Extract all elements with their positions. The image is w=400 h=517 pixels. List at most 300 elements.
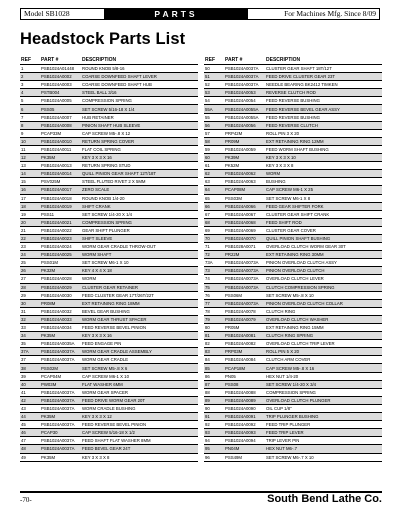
description-cell: FEED REVERSE BUSHING xyxy=(265,113,382,121)
table-row xyxy=(204,105,382,113)
part-number-cell: PSB1024A0055A xyxy=(224,113,265,121)
ref-cell: 1 xyxy=(20,65,40,73)
part-number-cell: PSB1024A0037A xyxy=(224,81,265,89)
part-number-cell: PW03M xyxy=(40,380,81,388)
page-title: Headstock Parts List xyxy=(20,30,186,48)
description-cell: ZERO SCALE xyxy=(81,186,198,194)
part-number-cell: PSB1024A0062 xyxy=(224,170,265,178)
part-number-cell: PSB1024A01448 xyxy=(40,65,81,73)
ref-cell: 41 xyxy=(20,388,40,396)
ref-cell: 27 xyxy=(20,275,40,283)
description-cell: FEED DRIVE WORM GEAR 20T xyxy=(81,396,198,404)
description-cell: CLUSTER GEAR COVER xyxy=(265,226,382,234)
ref-cell: 60 xyxy=(204,154,224,162)
ref-cell: 20 xyxy=(20,218,40,226)
table-row xyxy=(204,324,382,332)
table-row xyxy=(204,81,382,89)
ref-cell: 93 xyxy=(204,429,224,437)
description-cell: FEED REVERSE BEVEL PINION xyxy=(81,421,198,429)
description-cell: TRIP PLUNGER BUSHING xyxy=(265,413,382,421)
description-cell: CAP SCREW M5-.8 X 16 xyxy=(265,364,382,372)
part-number-cell: PSS06M xyxy=(224,291,265,299)
part-number-cell: PK35M xyxy=(40,154,81,162)
ref-cell: 67 xyxy=(204,210,224,218)
table-row xyxy=(20,154,198,162)
description-cell: FLAT WASHER 6MM xyxy=(81,380,198,388)
part-number-cell: PSB1024A0037A xyxy=(40,396,81,404)
description-cell: PINION SHAFT HUB SLEEVE xyxy=(81,121,198,129)
table-row xyxy=(20,218,198,226)
part-number-cell: PN05 xyxy=(224,372,265,380)
page-header xyxy=(20,8,380,20)
ref-cell: 87 xyxy=(204,380,224,388)
table-row xyxy=(20,137,198,145)
part-number-cell: PSB1024A0014 xyxy=(40,170,81,178)
description-cell: ROUND KNOB 1/4-20 xyxy=(81,194,198,202)
page-footer xyxy=(20,491,382,507)
ref-cell: 3 xyxy=(20,81,40,89)
part-number-cell: PSB1024A0035A xyxy=(40,340,81,348)
description-cell: EXT RETAINING RING 15MM xyxy=(265,324,382,332)
description-cell: FEED ENGAGE PIN xyxy=(81,340,198,348)
part-number-cell: PSB1024A0037A xyxy=(40,356,81,364)
table-row xyxy=(20,307,198,315)
ref-cell: 32 xyxy=(20,315,40,323)
description-cell: EXT RETAINING RING 30MM xyxy=(265,251,382,259)
table-row xyxy=(204,380,382,388)
col-header-ref: REF xyxy=(204,55,224,65)
description-cell: OVERLOAD CLUTCH PLUNGER xyxy=(265,396,382,404)
ref-cell: 83 xyxy=(204,348,224,356)
table-row xyxy=(204,356,382,364)
part-number-cell: PSB1028A0071 xyxy=(224,243,265,251)
description-cell: RETURN SPRING STUD xyxy=(81,162,198,170)
table-row xyxy=(20,129,198,137)
description-cell: NEEDLE BEARING BK2412 TIMKEN xyxy=(265,81,382,89)
description-cell: WORM CRADLE BUSHING xyxy=(81,404,198,412)
ref-cell: 10 xyxy=(20,137,40,145)
description-cell: OVERLOAD CLUTCH LEVER xyxy=(265,275,382,283)
part-number-cell: PR09M xyxy=(224,137,265,145)
table-row xyxy=(204,186,382,194)
table-row xyxy=(20,324,198,332)
part-number-cell: PSS01M xyxy=(40,259,81,267)
table-row xyxy=(204,421,382,429)
part-number-cell: PSS49M xyxy=(224,453,265,461)
ref-cell: 7 xyxy=(20,113,40,121)
part-number-cell: PK35M xyxy=(40,453,81,461)
description-cell: WORM xyxy=(81,275,198,283)
part-number-cell: PSB1024A0003 xyxy=(40,81,81,89)
ref-cell: 77 xyxy=(204,299,224,307)
col-header-description: DESCRIPTION xyxy=(265,55,382,65)
part-number-cell: PSB1024A0073A xyxy=(224,283,265,291)
description-cell: FEED BEVEL GEAR 24T xyxy=(81,445,198,453)
ref-cell: 55 xyxy=(204,113,224,121)
part-number-cell: PCAP18M xyxy=(224,364,265,372)
description-cell: SHIFT CRANK xyxy=(81,202,198,210)
part-number-cell: PSB1024A0023 xyxy=(40,234,81,242)
description-cell: STEEL FLUTED RIVET 2 X 5MM xyxy=(81,178,198,186)
table-row xyxy=(204,404,382,412)
table-row xyxy=(20,404,198,412)
part-number-cell: PCAP30 xyxy=(40,429,81,437)
part-number-cell: PSB1024A0008 xyxy=(40,121,81,129)
table-row xyxy=(20,162,198,170)
description-cell: WORM GEAR THRUST SPACER xyxy=(81,315,198,323)
table-row xyxy=(20,113,198,121)
table-row xyxy=(20,372,198,380)
part-number-cell: PSB1024A0053 xyxy=(224,89,265,97)
ref-cell: 40 xyxy=(20,380,40,388)
part-number-cell: PSB1024A0011 xyxy=(40,145,81,153)
ref-cell: 81 xyxy=(204,332,224,340)
description-cell: BEVEL GEAR BUSHING xyxy=(81,307,198,315)
table-row xyxy=(20,364,198,372)
table-row xyxy=(204,413,382,421)
table-row xyxy=(20,259,198,267)
table-row xyxy=(20,105,198,113)
part-number-cell: PK35M xyxy=(40,332,81,340)
ref-cell: 78 xyxy=(204,307,224,315)
description-cell: ROUND KNOB 5/8-16 xyxy=(81,65,198,73)
description-cell: FLAT COIL SPRING xyxy=(81,145,198,153)
ref-cell: 24 xyxy=(20,251,40,259)
part-number-cell: PSS03M xyxy=(224,194,265,202)
part-number-cell: PSB1024A0056 xyxy=(224,121,265,129)
ref-cell: 69 xyxy=(204,226,224,234)
description-cell: GEAR SHIFT PLUNGER xyxy=(81,226,198,234)
description-cell: SET SCREW M6-1 X 10 xyxy=(81,259,198,267)
description-cell: PINION OVERLOAD CLUTCH ASSY xyxy=(265,259,382,267)
ref-cell: 84 xyxy=(204,356,224,364)
part-number-cell: PSB1024A0073A xyxy=(224,267,265,275)
description-cell: CAP SCREW 5/16-18 X 1/2 xyxy=(81,429,198,437)
table-row xyxy=(204,194,382,202)
description-cell: FEED SHAFT FLAT WASHER 8MM xyxy=(81,437,198,445)
table-row xyxy=(204,251,382,259)
ref-cell: 82 xyxy=(204,340,224,348)
description-cell: CLUSTER GEAR SHAFT 18T/12T xyxy=(265,65,382,73)
ref-cell: 34 xyxy=(20,332,40,340)
part-number-cell: PSB1024A0091 xyxy=(224,413,265,421)
description-cell: ROLL PIN 3 X 20 xyxy=(265,129,382,137)
table-row xyxy=(20,170,198,178)
part-number-cell: PSB1024A0029 xyxy=(40,283,81,291)
ref-cell: 62 xyxy=(204,170,224,178)
description-cell: SET SCREW 5/16-18 X 1/4 xyxy=(81,105,198,113)
description-cell: STEEL BALL 3/16 xyxy=(81,89,198,97)
table-row xyxy=(20,226,198,234)
part-number-cell: PSB1024A0054 xyxy=(224,97,265,105)
table-row xyxy=(20,89,198,97)
part-number-cell: PSB1024A0066 xyxy=(224,202,265,210)
table-row xyxy=(20,267,198,275)
ref-cell: 59 xyxy=(204,145,224,153)
description-cell: CLUTCH COMPRESSION SPRING xyxy=(265,283,382,291)
description-cell: COMPRESSION SPRING xyxy=(81,218,198,226)
table-row xyxy=(204,445,382,453)
part-number-cell: PSB1024A0037A xyxy=(40,437,81,445)
part-number-cell: PR05M xyxy=(224,324,265,332)
page-number: -70- xyxy=(20,496,32,504)
table-row xyxy=(204,97,382,105)
description-cell: WORM GEAR CRADLE ASSEMBLY xyxy=(81,348,198,356)
description-cell: KEY 3 X 3 X 16 xyxy=(81,154,198,162)
ref-cell: 68 xyxy=(204,218,224,226)
description-cell: CLUTCH ARM COVER xyxy=(265,356,382,364)
table-row xyxy=(20,413,198,421)
description-cell: FEED WORM SHAFT BUSHING xyxy=(265,145,382,153)
description-cell: FEED REVERSE BEVEL PINION xyxy=(81,324,198,332)
col-header-part: PART # xyxy=(224,55,265,65)
description-cell: FEED CLUSTER GEAR 17T/26T/22T xyxy=(81,291,198,299)
description-cell: FEED SHIFT ROD xyxy=(265,218,382,226)
description-cell: KEY 4 X 4 X 18 xyxy=(81,267,198,275)
ref-cell: 25 xyxy=(20,259,40,267)
part-number-cell: PSS11 xyxy=(40,210,81,218)
table-row xyxy=(204,178,382,186)
description-cell: SET SCREW 1/4-20 X 3/4 xyxy=(265,380,382,388)
part-number-cell: PSB1024A0019 xyxy=(40,202,81,210)
ref-cell: 44 xyxy=(20,413,40,421)
part-number-cell: PSB1024A0033 xyxy=(40,315,81,323)
table-row xyxy=(204,291,382,299)
ref-cell: 33 xyxy=(20,324,40,332)
brand-name: South Bend Lathe Co. xyxy=(267,493,382,505)
parts-table-left xyxy=(20,55,198,462)
part-number-cell: PN04M xyxy=(224,445,265,453)
ref-cell: 21 xyxy=(20,226,40,234)
ref-cell: 74 xyxy=(204,275,224,283)
table-row xyxy=(204,202,382,210)
ref-cell: 89 xyxy=(204,396,224,404)
table-row xyxy=(20,388,198,396)
part-number-cell: PSB1024A0030 xyxy=(40,291,81,299)
table-row xyxy=(204,162,382,170)
ref-cell: 72 xyxy=(204,251,224,259)
ref-cell: 9 xyxy=(20,129,40,137)
table-row xyxy=(204,364,382,372)
part-number-cell: PSB1024A0088 xyxy=(224,388,265,396)
table-header-row xyxy=(204,55,382,65)
table-row xyxy=(20,315,198,323)
ref-cell: 19 xyxy=(20,210,40,218)
table-row xyxy=(204,396,382,404)
ref-cell: 80 xyxy=(204,324,224,332)
ref-cell: 55A xyxy=(204,105,224,113)
ref-cell: 94 xyxy=(204,437,224,445)
table-row xyxy=(20,275,198,283)
part-number-cell: PSB1024A0018 xyxy=(40,194,81,202)
description-cell: KEY 3 X 3 X 8 xyxy=(81,453,198,461)
table-row xyxy=(20,81,198,89)
table-row xyxy=(20,202,198,210)
part-number-cell: PSB1024A0093 xyxy=(224,429,265,437)
description-cell: REVERSE CLUTCH ROD xyxy=(265,89,382,97)
ref-cell: 12 xyxy=(20,154,40,162)
ref-cell: 86 xyxy=(204,372,224,380)
table-row xyxy=(20,396,198,404)
part-number-cell: PSB1024A0089 xyxy=(224,396,265,404)
col-header-description: DESCRIPTION xyxy=(81,55,198,65)
parts-columns xyxy=(20,55,382,462)
table-row xyxy=(204,234,382,242)
ref-cell: 79 xyxy=(204,315,224,323)
ref-cell: 61 xyxy=(204,162,224,170)
table-row xyxy=(20,210,198,218)
part-number-cell: PSB1024A0037A xyxy=(40,388,81,396)
section-label: PARTS xyxy=(105,8,247,20)
ref-cell: 54 xyxy=(204,97,224,105)
ref-cell: 63 xyxy=(204,178,224,186)
part-number-cell: PSB1024A0081 xyxy=(224,332,265,340)
table-row xyxy=(204,299,382,307)
description-cell: RETURN SPRING COVER xyxy=(81,137,198,145)
ref-cell: 30 xyxy=(20,299,40,307)
table-row xyxy=(204,137,382,145)
description-cell: KEY 3 X 3 X 16 xyxy=(81,332,198,340)
table-row xyxy=(204,283,382,291)
table-row xyxy=(204,65,382,73)
ref-cell: 50 xyxy=(204,65,224,73)
description-cell: PINION OVERLOAD CLUTCH COLLAR xyxy=(265,299,382,307)
ref-cell: 5 xyxy=(20,97,40,105)
ref-cell: 47 xyxy=(20,437,40,445)
part-number-cell: PSB1024A0037A xyxy=(40,421,81,429)
description-cell: PINION OVERLOAD CLUTCH xyxy=(265,267,382,275)
description-cell: FEED TRIP PLUNGER xyxy=(265,421,382,429)
description-cell: SHIFT SLEEVE xyxy=(81,234,198,242)
table-row xyxy=(204,340,382,348)
part-number-cell: PSB1024A0059 xyxy=(224,145,265,153)
ref-cell: 53 xyxy=(204,89,224,97)
part-number-cell: PSB1024A0002 xyxy=(40,73,81,81)
ref-cell: 75 xyxy=(204,283,224,291)
description-cell: QUILL PINION GEAR SHAFT 12T/18T xyxy=(81,170,198,178)
table-row xyxy=(204,89,382,97)
part-number-cell: PSB1024A0079 xyxy=(224,315,265,323)
description-cell: SET SCREW M5-.8 X 6 xyxy=(81,364,198,372)
part-number-cell: PSB1024A0063 xyxy=(224,178,265,186)
part-number-cell: PSB1024A0073A xyxy=(224,259,265,267)
ref-cell: 90 xyxy=(204,404,224,412)
part-number-cell: PSS05 xyxy=(40,105,81,113)
table-row xyxy=(20,234,198,242)
part-number-cell: PSB1024A0037A xyxy=(224,65,265,73)
ref-cell: 6 xyxy=(20,105,40,113)
part-number-cell: PR22M xyxy=(224,251,265,259)
ref-cell: 2 xyxy=(20,73,40,81)
description-cell: SET SCREW M6-.7 X 10 xyxy=(265,453,382,461)
ref-cell: 35 xyxy=(20,340,40,348)
description-cell: CLUTCH RING SPRING xyxy=(265,332,382,340)
ref-cell: 31 xyxy=(20,307,40,315)
part-number-cell: PSS02M xyxy=(40,364,81,372)
table-row xyxy=(204,372,382,380)
table-row xyxy=(20,186,198,194)
description-cell: HEX NUT 1/4-20 xyxy=(265,372,382,380)
table-row xyxy=(20,65,198,73)
ref-cell: 4 xyxy=(20,89,40,97)
part-number-cell: PK35M xyxy=(40,413,81,421)
ref-cell: 8 xyxy=(20,121,40,129)
part-number-cell: PSB1024A0073A xyxy=(224,275,265,283)
part-number-cell: PRP42M xyxy=(224,129,265,137)
table-row xyxy=(204,210,382,218)
part-number-cell: PSB1024A0034 xyxy=(40,324,81,332)
table-row xyxy=(204,226,382,234)
part-number-cell: PSB1024A0092 xyxy=(224,421,265,429)
description-cell: WORM GEAR SPACER xyxy=(81,388,198,396)
table-row xyxy=(204,307,382,315)
description-cell: KEY 3 X 3 X 12 xyxy=(81,413,198,421)
part-number-cell: PSB1024A0082 xyxy=(224,340,265,348)
description-cell: HEX NUT M6-.7 xyxy=(265,445,382,453)
ref-cell: 73 xyxy=(204,267,224,275)
ref-cell: 51 xyxy=(204,73,224,81)
description-cell: FEED GEAR SHIFTER FORK xyxy=(265,202,382,210)
part-number-cell: PCAP08M xyxy=(224,186,265,194)
part-number-cell: PSB1024A0069 xyxy=(224,226,265,234)
part-number-cell: PSB1024A0013 xyxy=(40,162,81,170)
table-row xyxy=(20,251,198,259)
description-cell: KEY 3 X 3 X 10 xyxy=(265,154,382,162)
ref-cell: 52 xyxy=(204,81,224,89)
description-cell: WORM SHAFT xyxy=(81,251,198,259)
part-number-cell: PSB1024A0037A xyxy=(40,404,81,412)
part-number-cell: PK39M xyxy=(224,154,265,162)
table-row xyxy=(204,275,382,283)
table-row xyxy=(20,194,198,202)
ref-cell: 42 xyxy=(20,396,40,404)
table-row xyxy=(204,267,382,275)
ref-cell: 45 xyxy=(20,421,40,429)
part-number-cell: PSTB004 xyxy=(40,89,81,97)
ref-cell: 39 xyxy=(20,372,40,380)
model-label: Model SB1028 xyxy=(20,8,105,20)
part-number-cell: PSB1024A0028 xyxy=(40,275,81,283)
description-cell: TRIP LEVER PIN xyxy=(265,437,382,445)
part-number-cell: PSB1024A0021 xyxy=(40,218,81,226)
ref-cell: 22 xyxy=(20,234,40,242)
description-cell: WORM xyxy=(265,170,382,178)
description-cell: CLUTCH RING xyxy=(265,307,382,315)
part-number-cell: PCAP04M xyxy=(40,372,81,380)
ref-cell: 73A xyxy=(204,259,224,267)
table-row xyxy=(20,145,198,153)
ref-cell: 48 xyxy=(20,445,40,453)
part-number-cell: PSB1024A0017 xyxy=(40,186,81,194)
ref-cell: 18 xyxy=(20,202,40,210)
description-cell: OIL CUP 1/8" xyxy=(265,404,382,412)
ref-cell: 92 xyxy=(204,421,224,429)
ref-cell: 76 xyxy=(204,291,224,299)
description-cell: CAP SCREW M6-1 X 25 xyxy=(265,186,382,194)
table-row xyxy=(20,429,198,437)
table-row xyxy=(204,113,382,121)
description-cell: CLUSTER GEAR SHIFT CRANK xyxy=(265,210,382,218)
table-row xyxy=(20,340,198,348)
part-number-cell: PSS08 xyxy=(224,380,265,388)
ref-cell: 43 xyxy=(20,404,40,412)
description-cell: SET SCREW 1/4-20 X 1/4 xyxy=(81,210,198,218)
parts-table-left-body xyxy=(20,65,198,462)
table-row xyxy=(20,73,198,81)
table-row xyxy=(20,445,198,453)
description-cell: SET SCREW M6-1 X 8 xyxy=(265,194,382,202)
table-header-row xyxy=(20,55,198,65)
